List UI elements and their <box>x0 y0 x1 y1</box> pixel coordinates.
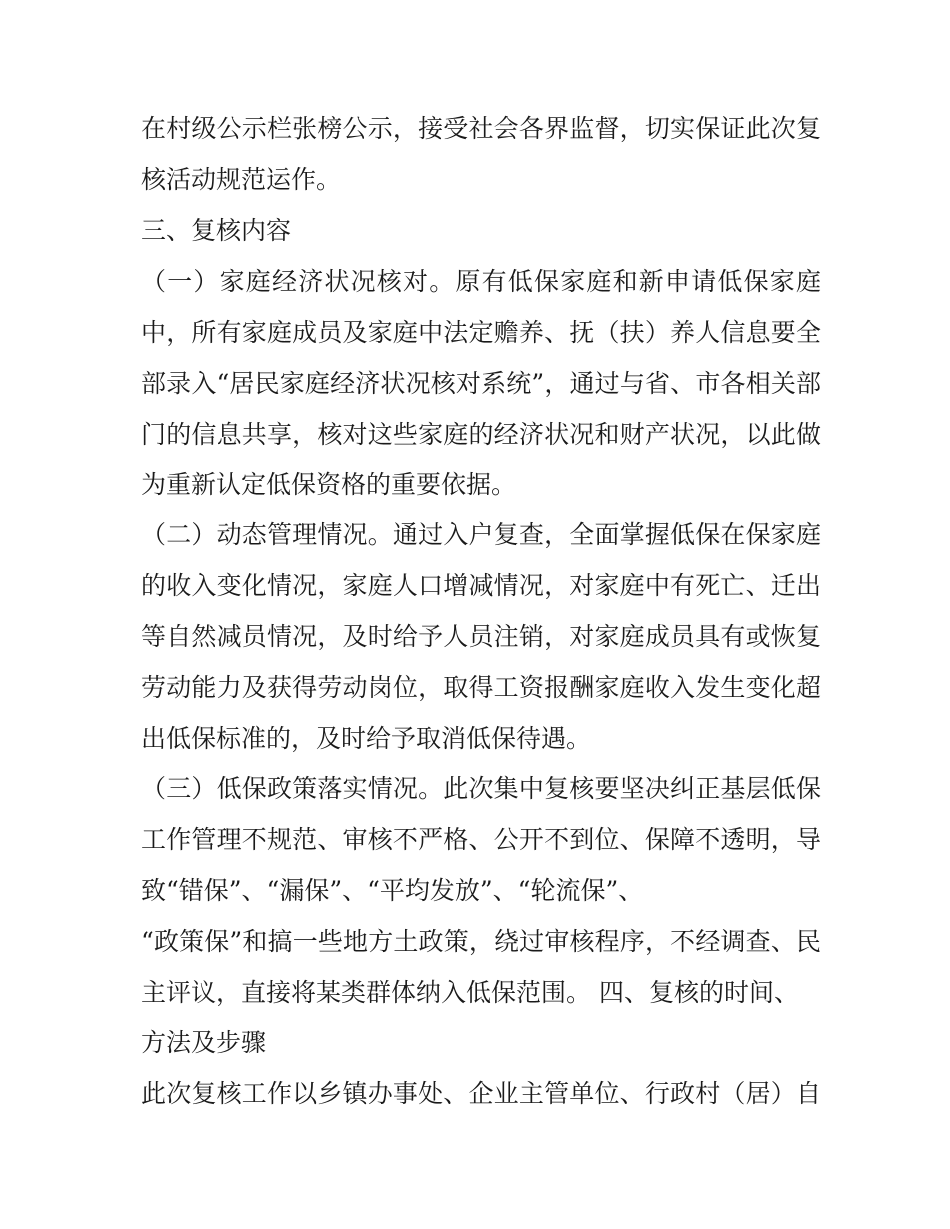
text-line: （一）家庭经济状况核对。原有低保家庭和新申请低保家庭 <box>141 267 821 296</box>
text-line: 部录入“居民家庭经济状况核对系统”，通过与省、市各相关部 <box>141 369 821 398</box>
text-line: 劳动能力及获得劳动岗位，取得工资报酬家庭收入发生变化超 <box>141 673 821 702</box>
text-line: 的收入变化情况，家庭人口增减情况，对家庭中有死亡、迁出 <box>141 571 821 600</box>
text-line: 中，所有家庭成员及家庭中法定赡养、抚（扶）养人信息要全 <box>141 318 821 347</box>
section-heading: 三、复核内容 <box>141 216 292 245</box>
text-line: 出低保标准的，及时给予取消低保待遇。 <box>141 724 592 753</box>
text-line: “政策保”和搞一些地方土政策，绕过审核程序，不经调查、民 <box>141 927 821 956</box>
text-line: （三）低保政策落实情况。此次集中复核要坚决纠正基层低保 <box>141 774 821 803</box>
text-line: 致“错保”、“漏保”、“平均发放”、“轮流保”、 <box>141 876 644 905</box>
text-line: 主评议，直接将某类群体纳入低保范围。 四、复核的时间、 <box>141 978 799 1007</box>
text-line: 此次复核工作以乡镇办事处、企业主管单位、行政村（居）自 <box>141 1079 821 1108</box>
text-line: 为重新认定低保资格的重要依据。 <box>141 470 517 499</box>
text-line: （二）动态管理情况。通过入户复查，全面掌握低保在保家庭 <box>141 520 821 549</box>
text-line: 门的信息共享，核对这些家庭的经济状况和财产状况，以此做 <box>141 420 821 449</box>
text-line: 在村级公示栏张榜公示，接受社会各界监督，切实保证此次复 <box>141 114 821 143</box>
text-line: 核活动规范运作。 <box>141 165 342 194</box>
text-line: 工作管理不规范、审核不严格、公开不到位、保障不透明，导 <box>141 825 821 854</box>
text-line: 等自然减员情况，及时给予人员注销，对家庭成员具有或恢复 <box>141 622 821 651</box>
text-line: 方法及步骤 <box>141 1028 267 1057</box>
